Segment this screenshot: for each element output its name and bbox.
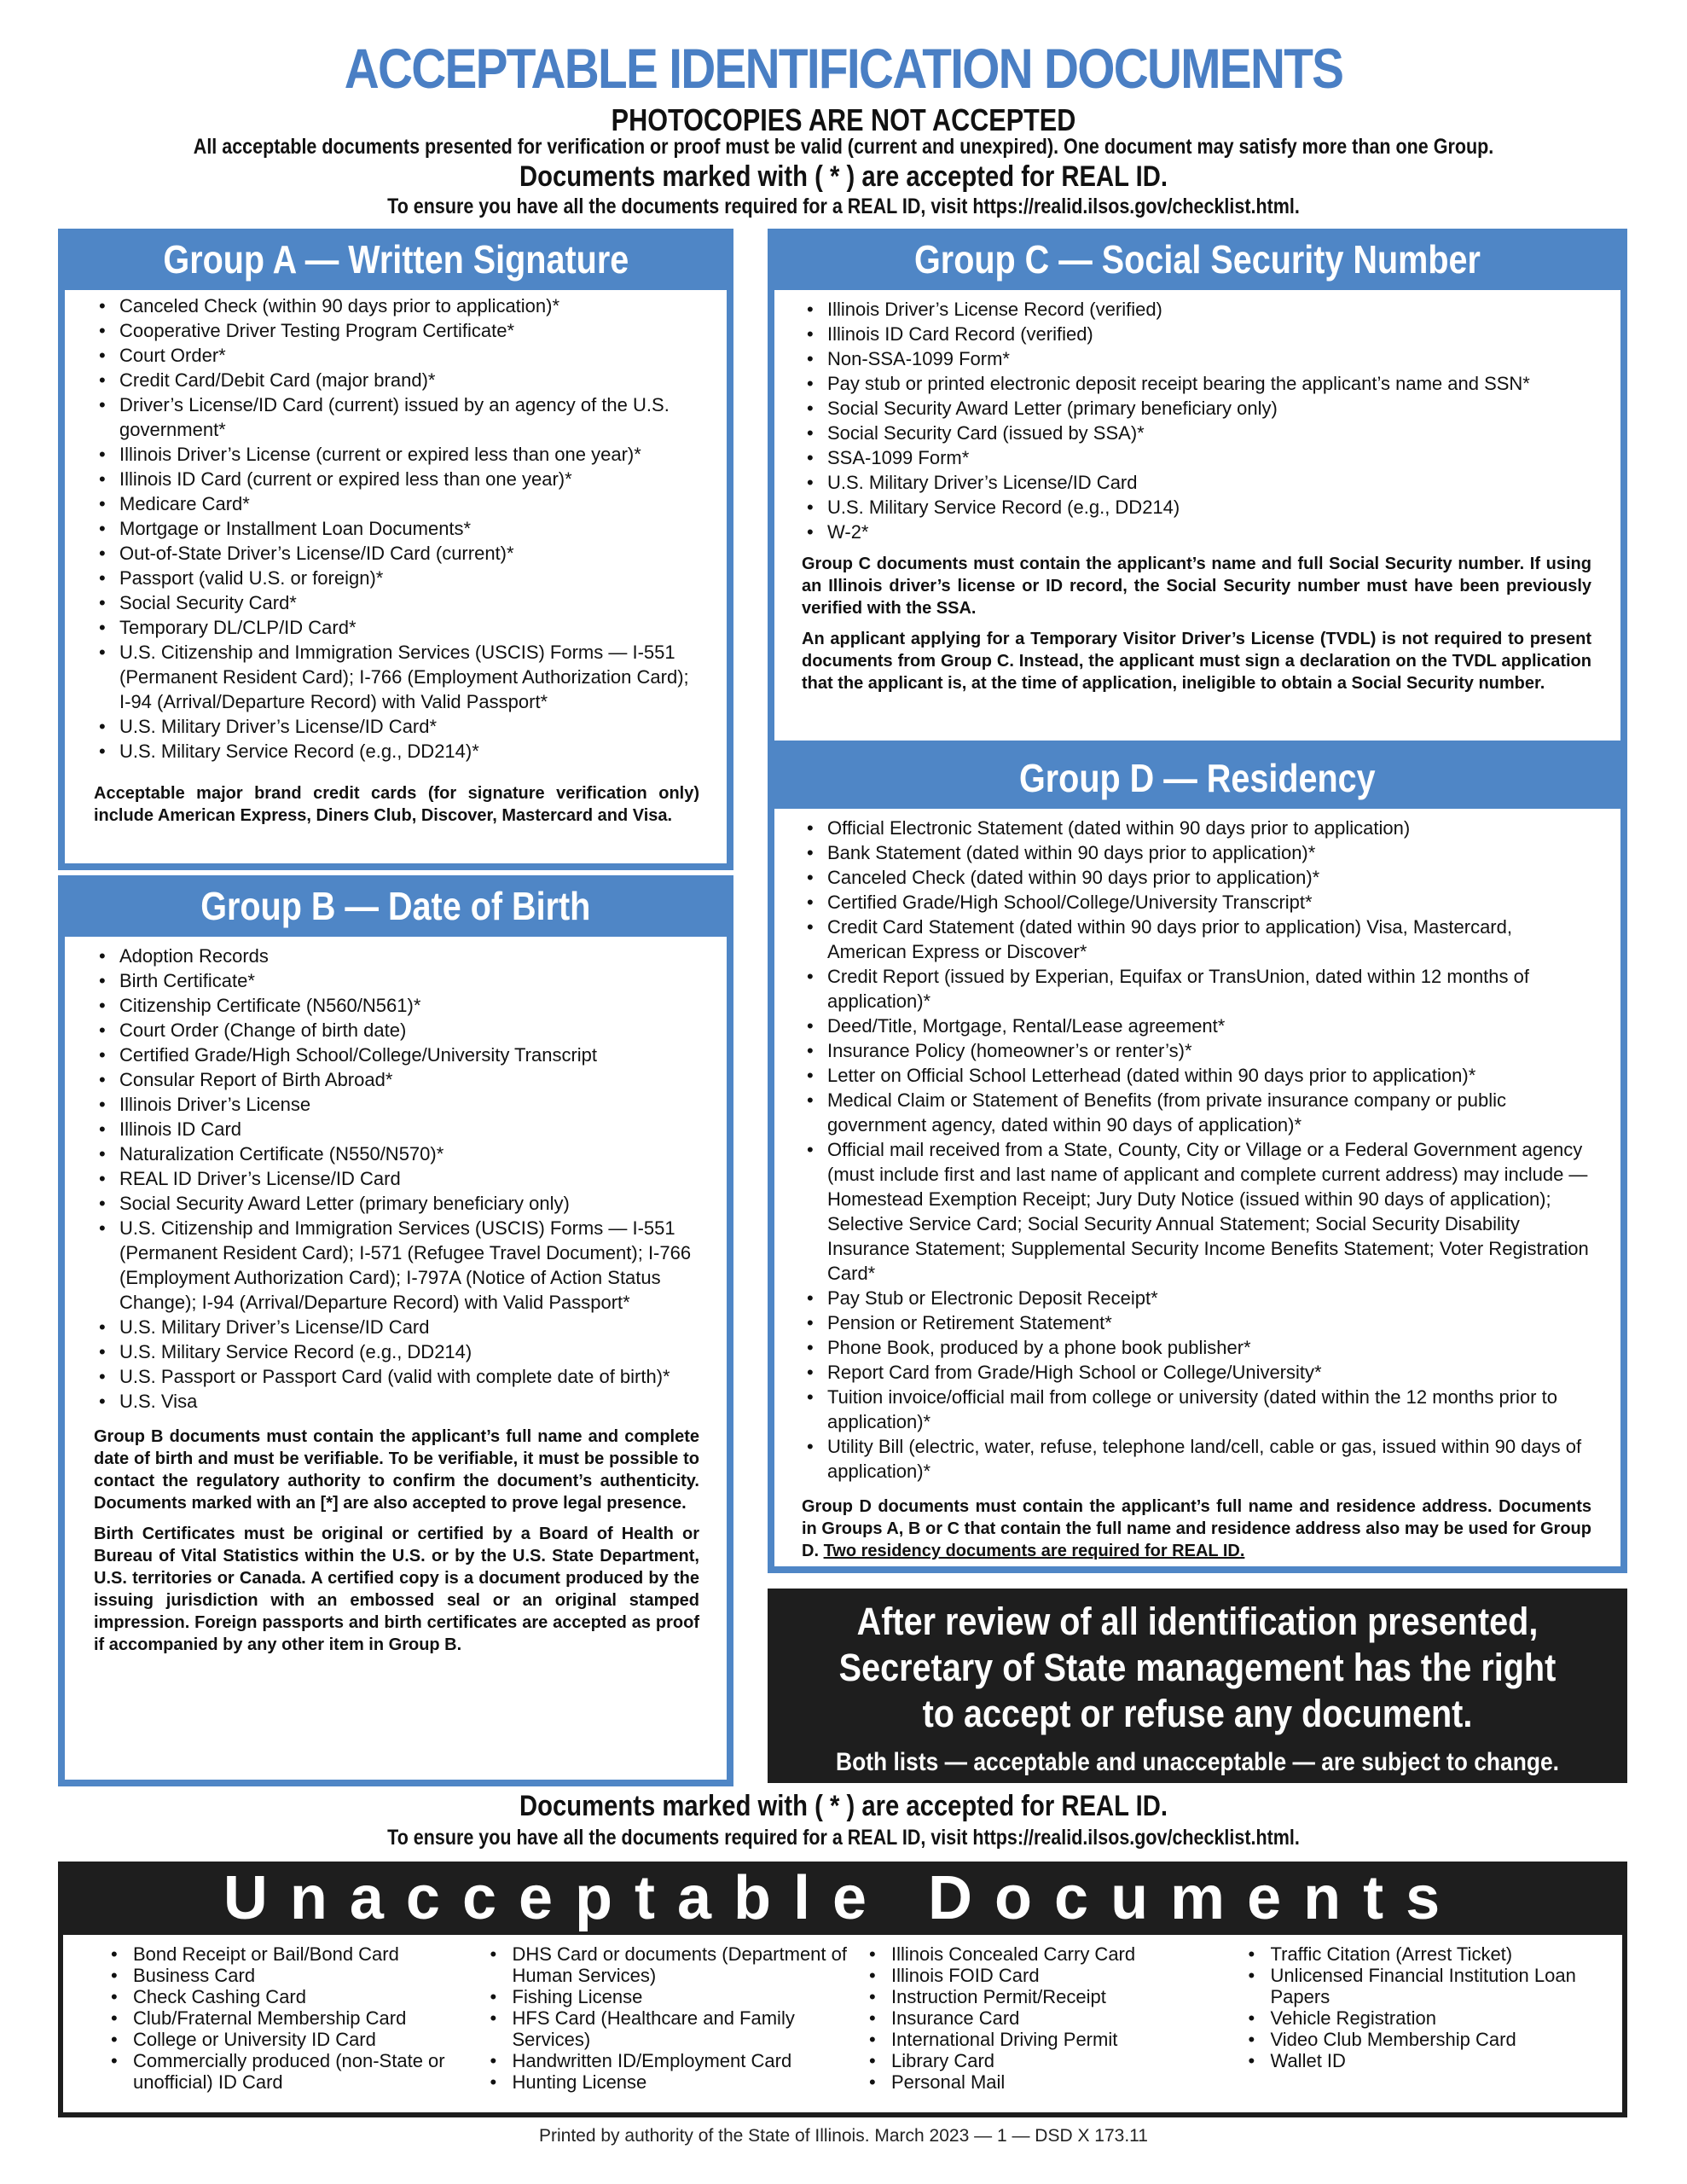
list-item: • Bank Statement (dated within 90 days prior to application)*: [802, 840, 1591, 865]
group-d-body: [774, 809, 1620, 1566]
list-item: • Pension or Retirement Statement*: [802, 1310, 1591, 1335]
group-a-panel: [58, 229, 733, 870]
list-item: • Traffic Citation (Arrest Ticket): [1244, 1943, 1623, 1965]
list-item: • U.S. Military Driver’s License/ID Card: [802, 470, 1591, 495]
list-item: • International Driving Permit: [864, 2029, 1244, 2050]
list-item: • Official mail received from a State, County, City or Village or a Federal Government agency (must include first and last name of applicant and complete current address) may include — Homestead Exemption Receipt; Jury Duty Notice (issued within 90 days of application); Selective Service Card; Social Security Annual Statement; Social Security Disability Insurance Statement; Supplemental Security Income Benefits Statement; Voter Registration Card*: [802, 1137, 1591, 1286]
group-c-list: [802, 297, 1591, 544]
list-item: • Check Cashing Card: [106, 1986, 485, 2007]
group-c-body: [774, 290, 1620, 741]
list-item: • Handwritten ID/Employment Card: [485, 2050, 865, 2071]
list-item: • W-2*: [802, 520, 1591, 544]
group-c-panel: [768, 229, 1627, 747]
list-item: • Commercially produced (non-State or unofficial) ID Card: [106, 2050, 485, 2093]
list-item: • Canceled Check (dated within 90 days prior to application)*: [802, 865, 1591, 890]
realid-note: Documents marked with ( * ) are accepted for REAL ID.: [519, 160, 1168, 193]
list-item: • Illinois Driver’s License: [94, 1092, 699, 1117]
list-item: • U.S. Citizenship and Immigration Services (USCIS) Forms — I-551 (Permanent Resident Card); I-571 (Refugee Travel Document); I-766 (Employment Authorization Card); I-797A (Notice of Action Status Change); I-94 (Arrival/Departure Record) with Valid Passport*: [94, 1216, 699, 1315]
list-item: • Social Security Award Letter (primary beneficiary only): [802, 396, 1591, 421]
list-item: • U.S. Military Service Record (e.g., DD214)*: [94, 739, 699, 764]
list-item: • Social Security Card*: [94, 590, 699, 615]
list-item: • Tuition invoice/official mail from college or university (dated within the 12 months prior to application)*: [802, 1385, 1591, 1434]
group-a-list: [94, 293, 699, 764]
checklist-link-note: To ensure you have all the documents required for a REAL ID, visit https://realid.ilsos.gov/checklist.html.: [387, 195, 1300, 218]
list-item: • Report Card from Grade/High School or College/University*: [802, 1360, 1591, 1385]
photocopies-notice: PHOTOCOPIES ARE NOT ACCEPTED: [611, 102, 1076, 137]
list-item: • Illinois ID Card: [94, 1117, 699, 1141]
list-item: • Letter on Official School Letterhead (dated within 90 days prior to application)*: [802, 1063, 1591, 1088]
management-line-3: to accept or refuse any document.: [922, 1692, 1473, 1735]
unacceptable-list-4: [1244, 1943, 1623, 2071]
group-a-body: [65, 290, 727, 863]
list-item: • U.S. Visa: [94, 1389, 699, 1414]
group-b-panel: [58, 875, 733, 1786]
group-d-residency-requirement: Two residency documents are required for REAL ID.: [823, 1542, 1245, 1560]
list-item: • Social Security Award Letter (primary beneficiary only): [94, 1191, 699, 1216]
list-item: • Business Card: [106, 1965, 485, 1986]
list-item: • Instruction Permit/Receipt: [864, 1986, 1244, 2007]
list-item: • Canceled Check (within 90 days prior to application)*: [94, 293, 699, 318]
list-item: • Insurance Card: [864, 2007, 1244, 2029]
group-c-note-tvdl: An applicant applying for a Temporary Visitor Driver’s License (TVDL) is not required to present documents from Group C. Instead, the applicant must sign a declaration on the TVDL application that the applicant is, at the time of application, ineligible to obtain a Social Security number.: [802, 630, 1591, 693]
list-item: • Illinois ID Card (current or expired less than one year)*: [94, 467, 699, 491]
list-item: • Certified Grade/High School/College/University Transcript*: [802, 890, 1591, 915]
group-d-list: [802, 816, 1591, 1484]
list-item: • Court Order (Change of birth date): [94, 1018, 699, 1043]
unacceptable-list-1: [106, 1943, 485, 2093]
list-item: • Personal Mail: [864, 2071, 1244, 2093]
list-item: • U.S. Military Service Record (e.g., DD214): [802, 495, 1591, 520]
unacceptable-column-2: [485, 1943, 865, 2112]
list-item: • Medicare Card*: [94, 491, 699, 516]
unacceptable-column-4: [1244, 1943, 1623, 2112]
group-c-title: Group C — Social Security Number: [914, 237, 1481, 282]
group-b-title: Group B — Date of Birth: [200, 884, 591, 928]
list-item: • Birth Certificate*: [94, 968, 699, 993]
list-item: • Social Security Card (issued by SSA)*: [802, 421, 1591, 445]
list-item: • Adoption Records: [94, 944, 699, 968]
lists-subject-to-change: Both lists — acceptable and unacceptable — are subject to change.: [836, 1748, 1559, 1776]
list-item: • U.S. Citizenship and Immigration Services (USCIS) Forms — I-551 (Permanent Resident Card); I-766 (Employment Authorization Card); I-94 (Arrival/Departure Record) with Valid Passport*: [94, 640, 699, 714]
list-item: • Illinois Driver’s License Record (verified): [802, 297, 1591, 322]
management-line-1: After review of all identification presented,: [856, 1600, 1539, 1643]
list-item: • Illinois Driver’s License (current or expired less than one year)*: [94, 442, 699, 467]
list-item: • Out-of-State Driver’s License/ID Card (current)*: [94, 541, 699, 566]
validity-note: All acceptable documents presented for verification or proof must be valid (current and unexpired). One document may satisfy more than one Group.: [193, 135, 1494, 159]
list-item: • Illinois ID Card Record (verified): [802, 322, 1591, 346]
group-b-body: [65, 937, 727, 1780]
print-authority-footer: Printed by authority of the State of Illinois. March 2023 — 1 — DSD X 173.11: [539, 2126, 1148, 2146]
list-item: • Library Card: [864, 2050, 1244, 2071]
list-item: • Non-SSA-1099 Form*: [802, 346, 1591, 371]
list-item: • Credit Card Statement (dated within 90 days prior to application) Visa, Mastercard, American Express or Discover*: [802, 915, 1591, 964]
group-d-note: Group D documents must contain the applicant’s full name and residence address. Documents in Groups A, B or C that contain the full name and residence address also may be used for Group D. Two residency documents are required for REAL ID.: [802, 1497, 1591, 1560]
unacceptable-column-3: [864, 1943, 1244, 2112]
list-item: • REAL ID Driver’s License/ID Card: [94, 1166, 699, 1191]
list-item: • Credit Report (issued by Experian, Equifax or TransUnion, dated within 12 months of application)*: [802, 964, 1591, 1014]
unacceptable-list-2: [485, 1943, 865, 2093]
group-a-title: Group A — Written Signature: [163, 237, 629, 282]
list-item: • Deed/Title, Mortgage, Rental/Lease agreement*: [802, 1014, 1591, 1038]
list-item: • Hunting License: [485, 2071, 865, 2093]
list-item: • Utility Bill (electric, water, refuse, telephone land/cell, cable or gas, issued within 90 days of application)*: [802, 1434, 1591, 1484]
realid-note-bottom: Documents marked with ( * ) are accepted for REAL ID.: [519, 1790, 1168, 1822]
list-item: • Mortgage or Installment Loan Documents*: [94, 516, 699, 541]
list-item: • Temporary DL/CLP/ID Card*: [94, 615, 699, 640]
list-item: • Unlicensed Financial Institution Loan Papers: [1244, 1965, 1623, 2007]
group-d-panel: [768, 747, 1627, 1573]
checklist-link-note-bottom: To ensure you have all the documents required for a REAL ID, visit https://realid.ilsos.gov/checklist.html.: [387, 1826, 1300, 1850]
list-item: • SSA-1099 Form*: [802, 445, 1591, 470]
list-item: • Vehicle Registration: [1244, 2007, 1623, 2029]
list-item: • Court Order*: [94, 343, 699, 368]
list-item: • U.S. Military Service Record (e.g., DD214): [94, 1339, 699, 1364]
list-item: • U.S. Passport or Passport Card (valid with complete date of birth)*: [94, 1364, 699, 1389]
list-item: • Insurance Policy (homeowner’s or renter’s)*: [802, 1038, 1591, 1063]
list-item: • College or University ID Card: [106, 2029, 485, 2050]
list-item: • Naturalization Certificate (N550/N570)*: [94, 1141, 699, 1166]
list-item: • Cooperative Driver Testing Program Certificate*: [94, 318, 699, 343]
list-item: • U.S. Military Driver’s License/ID Card: [94, 1315, 699, 1339]
group-a-note: Acceptable major brand credit cards (for signature verification only) include American Express, Diners Club, Discover, Mastercard and Visa.: [94, 784, 699, 825]
group-b-note-verifiable: Group B documents must contain the applicant’s full name and complete date of birth and must be verifiable. To be verifiable, it must be possible to contact the regulatory authority to confirm the document’s authenticity. Documents marked with an [*] are also accepted to prove legal presence.: [94, 1427, 699, 1513]
list-item: • Citizenship Certificate (N560/N561)*: [94, 993, 699, 1018]
list-item: • Illinois Concealed Carry Card: [864, 1943, 1244, 1965]
list-item: • Certified Grade/High School/College/University Transcript: [94, 1043, 699, 1067]
list-item: • Fishing License: [485, 1986, 865, 2007]
list-item: • HFS Card (Healthcare and Family Services): [485, 2007, 865, 2050]
list-item: • Official Electronic Statement (dated within 90 days prior to application): [802, 816, 1591, 840]
group-b-note-birth-certificates: Birth Certificates must be original or certified by a Board of Health or Bureau of Vital Statistics within the U.S. or by the U.S. State Department, U.S. territories or Canada. A certified copy is a document produced by the issuing jurisdiction with an embossed seal or an original stamped impression. Foreign passports and birth certificates are accepted as proof if accompanied by any other item in Group B.: [94, 1525, 699, 1654]
unacceptable-documents-panel: [58, 1862, 1627, 2117]
list-item: • Medical Claim or Statement of Benefits (from private insurance company or public government agency, dated within 90 days of application)*: [802, 1088, 1591, 1137]
list-item: • Bond Receipt or Bail/Bond Card: [106, 1943, 485, 1965]
list-item: • Illinois FOID Card: [864, 1965, 1244, 1986]
unacceptable-column-1: [106, 1943, 485, 2112]
unacceptable-documents-body: [63, 1935, 1622, 2112]
management-line-2: Secretary of State management has the right: [838, 1646, 1557, 1689]
list-item: • Consular Report of Birth Abroad*: [94, 1067, 699, 1092]
list-item: • Wallet ID: [1244, 2050, 1623, 2071]
list-item: • Club/Fraternal Membership Card: [106, 2007, 485, 2029]
unacceptable-documents-title: Unacceptable Documents: [223, 1864, 1463, 1932]
list-item: • Pay stub or printed electronic deposit receipt bearing the applicant’s name and SSN*: [802, 371, 1591, 396]
group-c-note-ssn: Group C documents must contain the applicant’s name and full Social Security number. If using an Illinois driver’s license or ID record, the Social Security number must have been previously verified with the SSA.: [802, 555, 1591, 618]
list-item: • Video Club Membership Card: [1244, 2029, 1623, 2050]
list-item: • Passport (valid U.S. or foreign)*: [94, 566, 699, 590]
list-item: • Driver’s License/ID Card (current) issued by an agency of the U.S. government*: [94, 392, 699, 442]
group-b-list: [94, 944, 699, 1414]
unacceptable-list-3: [864, 1943, 1244, 2093]
page-title: ACCEPTABLE IDENTIFICATION DOCUMENTS: [344, 37, 1343, 100]
list-item: • Pay Stub or Electronic Deposit Receipt*: [802, 1286, 1591, 1310]
list-item: • DHS Card or documents (Department of Human Services): [485, 1943, 865, 1986]
group-d-title: Group D — Residency: [1019, 756, 1376, 800]
management-notice-box: [768, 1589, 1627, 1783]
list-item: • Phone Book, produced by a phone book publisher*: [802, 1335, 1591, 1360]
list-item: • U.S. Military Driver’s License/ID Card*: [94, 714, 699, 739]
list-item: • Credit Card/Debit Card (major brand)*: [94, 368, 699, 392]
